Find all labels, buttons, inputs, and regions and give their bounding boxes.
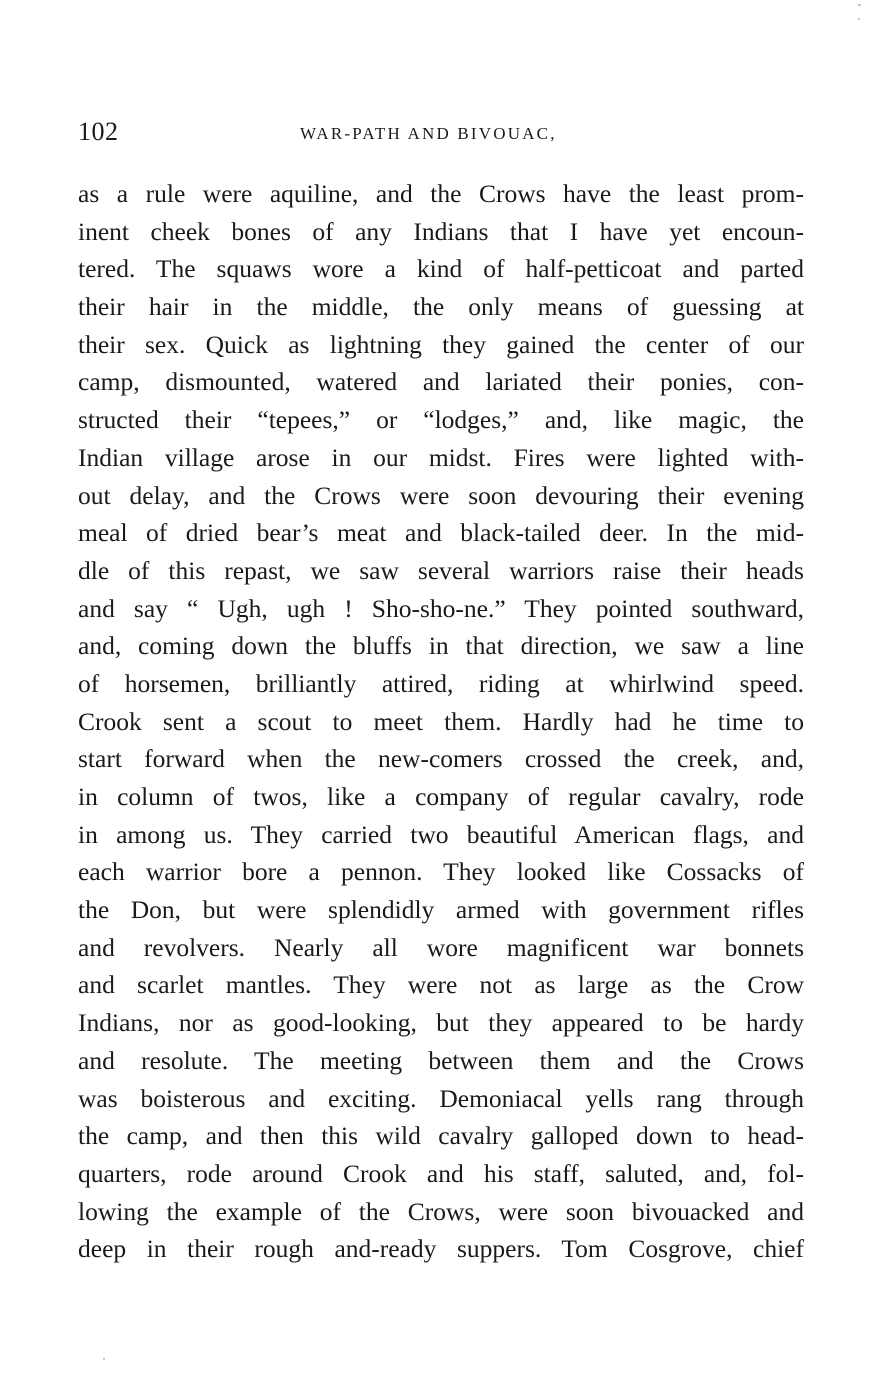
paper-speck	[858, 4, 861, 6]
text-line: quarters, rode around Crook and his staff, saluted, and, fol-	[78, 1158, 804, 1188]
text-line: as a rule were aquiline, and the Crows have the least prom-	[78, 179, 804, 208]
text-line: their hair in the middle, the only means of guessing at	[78, 292, 804, 322]
text-line: in column of twos, like a company of regular cavalry, rode	[78, 782, 804, 811]
text-line: Crook sent a scout to meet them. Hardly had he time to	[78, 706, 804, 736]
text-line: meal of dried bear’s meat and black-tailed deer. In the mid-	[78, 518, 804, 548]
text-line: dle of this repast, we saw several warriors raise their heads	[78, 555, 804, 585]
paper-speck	[103, 1358, 105, 1360]
text-line: the camp, and then this wild cavalry galloped down to head-	[78, 1121, 804, 1151]
text-line: of horsemen, brilliantly attired, riding at whirlwind speed.	[78, 668, 804, 698]
text-line: Indians, nor as good-looking, but they appeared to be hardy	[78, 1008, 804, 1038]
text-line: and revolvers. Nearly all wore magnificent war bonnets	[78, 932, 804, 962]
text-line: their sex. Quick as lightning they gained the center of our	[78, 329, 804, 359]
text-line: start forward when the new-comers crossed the creek, and,	[78, 744, 804, 774]
text-line: structed their “tepees,” or “lodges,” and, like magic, the	[78, 405, 804, 435]
body-text	[78, 175, 804, 1268]
text-line: inent cheek bones of any Indians that I have yet encoun-	[78, 216, 804, 246]
running-head: WAR-PATH AND BIVOUAC,	[300, 124, 557, 143]
text-line: and scarlet mantles. They were not as large as the Crow	[78, 970, 804, 1000]
text-line: lowing the example of the Crows, were soon bivouacked and	[78, 1196, 804, 1226]
text-line: out delay, and the Crows were soon devouring their evening	[78, 480, 804, 510]
text-line: was boisterous and exciting. Demoniacal yells rang through	[78, 1083, 804, 1113]
text-line: tered. The squaws wore a kind of half-petticoat and parted	[78, 254, 804, 284]
paper-speck	[858, 18, 860, 20]
text-line: the Don, but were splendidly armed with government rifles	[78, 895, 804, 925]
text-line: and resolute. The meeting between them and the Crows	[78, 1045, 804, 1075]
text-line: camp, dismounted, watered and lariated their ponies, con-	[78, 367, 804, 397]
text-line: each warrior bore a pennon. They looked like Cossacks of	[78, 857, 804, 887]
text-line: deep in their rough and-ready suppers. Tom Cosgrove, chief	[78, 1234, 804, 1264]
text-line: and say “ Ugh, ugh ! Sho-sho-ne.” They pointed southward,	[78, 593, 804, 623]
text-line: and, coming down the bluffs in that direction, we saw a line	[78, 631, 804, 661]
text-line: in among us. They carried two beautiful American flags, and	[78, 819, 804, 849]
text-line: Indian village arose in our midst. Fires were lighted with-	[78, 442, 804, 472]
page-number: 102	[78, 117, 119, 146]
